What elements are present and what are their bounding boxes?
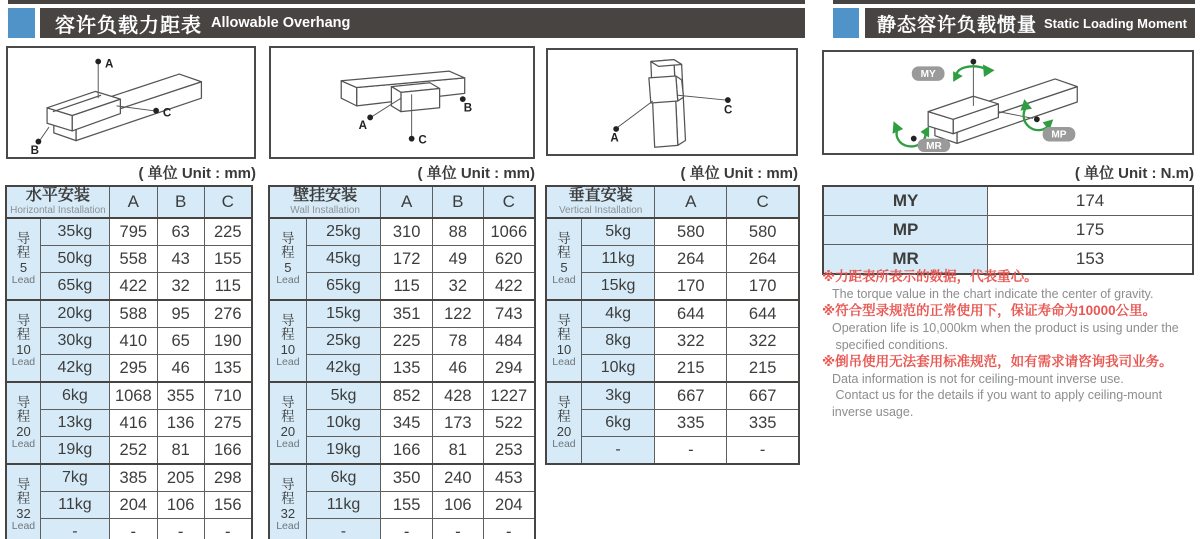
value-cell: 155 bbox=[204, 246, 252, 273]
lead-label-zh: 导 程 bbox=[16, 394, 31, 425]
table-title-zh: 水平安装 bbox=[25, 187, 90, 205]
note-text-zh: ※力距表所表示的数据，代表重心。 bbox=[822, 269, 1038, 284]
lead-label-zh: 导 程 bbox=[557, 312, 571, 343]
value-cell: 190 bbox=[204, 328, 252, 355]
note-text-en: The torque value in the chart indicate the center of gravity. bbox=[832, 286, 1154, 301]
value-cell: 345 bbox=[381, 410, 433, 437]
unit-caption-mm-1: ( 单位 Unit : mm) bbox=[138, 165, 256, 182]
moment-label: MR bbox=[823, 245, 988, 275]
value-cell: 166 bbox=[204, 437, 252, 465]
lead-value: 32 bbox=[16, 505, 31, 521]
load-cell: 6kg bbox=[40, 382, 109, 410]
value-cell: 335 bbox=[727, 410, 799, 437]
value-cell: 122 bbox=[433, 300, 484, 328]
lead-group-cell bbox=[6, 464, 40, 539]
lead-value: 20 bbox=[16, 423, 31, 439]
actuator-isometric-wall-icon bbox=[271, 48, 533, 157]
table-row bbox=[6, 355, 252, 383]
note-text-zh: ※符合型录规范的正常使用下，保证寿命为10000公里。 bbox=[822, 303, 1157, 319]
overhang-header-bar bbox=[40, 8, 805, 38]
note-text-en: Data information is not for ceiling-mount inverse use. bbox=[832, 371, 1124, 386]
load-cell: 11kg bbox=[40, 492, 109, 519]
lead-value: 5 bbox=[560, 259, 568, 275]
lead-label-zh: 导 程 bbox=[557, 230, 571, 261]
value-cell: 88 bbox=[433, 218, 484, 246]
value-cell: 95 bbox=[157, 300, 204, 328]
lead-label-en: Lead bbox=[276, 273, 300, 286]
value-cell: 795 bbox=[109, 218, 157, 246]
load-cell: 5kg bbox=[581, 218, 654, 246]
load-cell: 8kg bbox=[581, 328, 654, 355]
value-cell: 335 bbox=[655, 410, 727, 437]
moment-label: MP bbox=[823, 216, 988, 245]
lead-group-cell bbox=[546, 300, 581, 382]
value-cell: 350 bbox=[381, 464, 433, 492]
table-row bbox=[269, 300, 535, 328]
wall-installation-diagram bbox=[269, 46, 535, 159]
point-a-label: A bbox=[358, 120, 367, 133]
value-cell: 32 bbox=[157, 273, 204, 301]
value-cell: 106 bbox=[157, 492, 204, 519]
table-row bbox=[6, 437, 252, 465]
lead-label-en: Lead bbox=[276, 355, 300, 368]
horizontal-installation-diagram bbox=[6, 46, 256, 159]
load-cell: 19kg bbox=[306, 437, 380, 465]
moment-header-bar bbox=[865, 8, 1195, 38]
load-cell: 20kg bbox=[40, 300, 109, 328]
lead-label-en: Lead bbox=[552, 355, 576, 368]
value-cell: 155 bbox=[381, 492, 433, 519]
value-cell: 276 bbox=[204, 300, 252, 328]
value-cell: 522 bbox=[483, 410, 535, 437]
value-cell: 310 bbox=[381, 218, 433, 246]
value-cell: 852 bbox=[381, 382, 433, 410]
table-row bbox=[6, 410, 252, 437]
value-cell: - bbox=[655, 437, 727, 465]
lead-label-zh: 导 程 bbox=[281, 230, 295, 261]
value-cell: 743 bbox=[483, 300, 535, 328]
table-row bbox=[6, 300, 252, 328]
load-cell: 6kg bbox=[581, 410, 654, 437]
lead-group-cell bbox=[269, 464, 306, 539]
table-row bbox=[6, 492, 252, 519]
value-cell: 710 bbox=[204, 382, 252, 410]
note-text-en: Operation life is 10,000km when the product is using under the bbox=[832, 321, 1179, 336]
value-cell: 275 bbox=[204, 410, 252, 437]
note-text-zh: ※倒吊使用无法套用标准规范，如有需求请咨询我司业务。 bbox=[822, 354, 1173, 370]
table-title-en: Horizontal Installation bbox=[10, 204, 106, 216]
value-cell: 644 bbox=[727, 300, 799, 328]
unit-caption-mm-3: ( 单位 Unit : mm) bbox=[680, 165, 798, 182]
lead-value: 20 bbox=[280, 423, 296, 439]
lead-label-en: Lead bbox=[11, 273, 36, 286]
load-cell: 13kg bbox=[40, 410, 109, 437]
column-header-b: B bbox=[433, 186, 484, 218]
value-cell: 136 bbox=[157, 410, 204, 437]
load-cell: 15kg bbox=[306, 300, 380, 328]
note-text-en: specified conditions. bbox=[832, 337, 949, 352]
value-cell: - bbox=[381, 519, 433, 539]
load-cell: 11kg bbox=[581, 246, 654, 273]
blue-accent-square bbox=[8, 8, 35, 38]
column-header-b: B bbox=[157, 186, 204, 218]
value-cell: 322 bbox=[655, 328, 727, 355]
value-cell: 215 bbox=[727, 355, 799, 383]
table-row bbox=[546, 382, 799, 410]
value-cell: 416 bbox=[109, 410, 157, 437]
value-cell: 428 bbox=[433, 382, 484, 410]
my-axis-badge: MY bbox=[920, 69, 936, 81]
table-row bbox=[546, 410, 799, 437]
value-cell: 1066 bbox=[483, 218, 535, 246]
table-row bbox=[6, 328, 252, 355]
value-cell: 204 bbox=[483, 492, 535, 519]
column-header-c: C bbox=[204, 186, 252, 218]
value-cell: 588 bbox=[109, 300, 157, 328]
table-row bbox=[6, 273, 252, 301]
load-cell: 4kg bbox=[581, 300, 654, 328]
load-cell: 10kg bbox=[306, 410, 380, 437]
wall-installation-table bbox=[268, 185, 536, 539]
table-title-zh: 壁挂安装 bbox=[293, 187, 358, 205]
value-cell: 225 bbox=[381, 328, 433, 355]
value-cell: 294 bbox=[483, 355, 535, 383]
table-title-en: Wall Installation bbox=[290, 204, 360, 216]
lead-value: 10 bbox=[280, 341, 296, 357]
point-c-label: C bbox=[724, 104, 733, 117]
value-cell: 644 bbox=[655, 300, 727, 328]
vertical-installation-diagram bbox=[546, 48, 798, 156]
lead-group-cell bbox=[6, 382, 40, 464]
static-moment-diagram bbox=[822, 50, 1194, 155]
lead-value: 10 bbox=[556, 341, 572, 357]
value-cell: 78 bbox=[433, 328, 484, 355]
moment-value: 153 bbox=[988, 245, 1193, 275]
lead-label-en: Lead bbox=[552, 273, 576, 286]
table-row bbox=[546, 437, 799, 465]
mr-axis-badge: MR bbox=[926, 141, 942, 153]
lead-group-cell bbox=[269, 218, 306, 300]
table-row bbox=[546, 355, 799, 383]
value-cell: 225 bbox=[204, 218, 252, 246]
value-cell: 49 bbox=[433, 246, 484, 273]
lead-group-cell bbox=[269, 300, 306, 382]
table-row bbox=[269, 437, 535, 465]
moment-title-en: Static Loading Moment bbox=[1044, 15, 1188, 31]
value-cell: 65 bbox=[157, 328, 204, 355]
load-cell: 65kg bbox=[306, 273, 380, 301]
lead-group-cell bbox=[269, 382, 306, 464]
lead-label-zh: 导 程 bbox=[557, 394, 571, 425]
table-row bbox=[269, 328, 535, 355]
value-cell: - bbox=[157, 519, 204, 539]
value-cell: 106 bbox=[433, 492, 484, 519]
load-cell: 65kg bbox=[40, 273, 109, 301]
value-cell: 166 bbox=[381, 437, 433, 465]
moment-title-zh: 静态容许负载惯量 bbox=[877, 14, 1038, 36]
value-cell: 667 bbox=[655, 382, 727, 410]
table-row bbox=[269, 382, 535, 410]
actuator-isometric-vertical-icon bbox=[548, 50, 796, 154]
point-a-label: A bbox=[610, 132, 619, 145]
value-cell: 81 bbox=[433, 437, 484, 465]
load-cell: 35kg bbox=[40, 218, 109, 246]
value-cell: 264 bbox=[655, 246, 727, 273]
load-cell: - bbox=[40, 519, 109, 539]
moment-value: 174 bbox=[988, 186, 1193, 216]
value-cell: 422 bbox=[109, 273, 157, 301]
value-cell: 156 bbox=[204, 492, 252, 519]
value-cell: 252 bbox=[109, 437, 157, 465]
value-cell: 484 bbox=[483, 328, 535, 355]
horizontal-installation-table bbox=[5, 185, 253, 539]
column-header-a: A bbox=[109, 186, 157, 218]
lead-value: 10 bbox=[16, 341, 31, 357]
load-cell: 45kg bbox=[306, 246, 380, 273]
load-cell: - bbox=[581, 437, 654, 465]
value-cell: 115 bbox=[381, 273, 433, 301]
load-cell: 10kg bbox=[581, 355, 654, 383]
footnotes bbox=[822, 268, 1200, 420]
load-cell: 3kg bbox=[581, 382, 654, 410]
table-row bbox=[269, 464, 535, 492]
moment-label: MY bbox=[823, 186, 988, 216]
value-cell: 240 bbox=[433, 464, 484, 492]
moment-row-my bbox=[823, 186, 1193, 216]
load-cell: 7kg bbox=[40, 464, 109, 492]
load-cell: 30kg bbox=[40, 328, 109, 355]
load-cell: 5kg bbox=[306, 382, 380, 410]
value-cell: - bbox=[433, 519, 484, 539]
value-cell: 1227 bbox=[483, 382, 535, 410]
value-cell: - bbox=[109, 519, 157, 539]
lead-label-zh: 导 程 bbox=[281, 312, 295, 343]
load-cell: 25kg bbox=[306, 218, 380, 246]
lead-value: 5 bbox=[284, 259, 292, 275]
column-header-a: A bbox=[381, 186, 433, 218]
value-cell: 453 bbox=[483, 464, 535, 492]
lead-group-cell bbox=[546, 218, 581, 300]
table-row bbox=[269, 492, 535, 519]
value-cell: 295 bbox=[109, 355, 157, 383]
value-cell: 32 bbox=[433, 273, 484, 301]
value-cell: 135 bbox=[381, 355, 433, 383]
value-cell: 135 bbox=[204, 355, 252, 383]
load-cell: 50kg bbox=[40, 246, 109, 273]
column-header-c: C bbox=[483, 186, 535, 218]
moment-row-mp bbox=[823, 216, 1193, 245]
load-cell: 11kg bbox=[306, 492, 380, 519]
lead-label-en: Lead bbox=[11, 355, 36, 368]
lead-label-zh: 导 程 bbox=[16, 476, 31, 507]
load-cell: 6kg bbox=[306, 464, 380, 492]
value-cell: 46 bbox=[433, 355, 484, 383]
value-cell: 351 bbox=[381, 300, 433, 328]
value-cell: 205 bbox=[157, 464, 204, 492]
value-cell: 43 bbox=[157, 246, 204, 273]
point-c-label: C bbox=[162, 107, 172, 120]
table-title-cell bbox=[546, 186, 655, 218]
value-cell: 385 bbox=[109, 464, 157, 492]
load-cell: 15kg bbox=[581, 273, 654, 301]
value-cell: - bbox=[204, 519, 252, 539]
value-cell: 410 bbox=[109, 328, 157, 355]
column-header-a: A bbox=[655, 186, 727, 218]
lead-value: 5 bbox=[19, 259, 28, 275]
value-cell: 298 bbox=[204, 464, 252, 492]
overhang-title-zh: 容许负载力距表 bbox=[55, 14, 202, 37]
header-topline bbox=[833, 0, 1195, 4]
overhang-section-header bbox=[0, 0, 805, 40]
lead-label-zh: 导 程 bbox=[281, 394, 295, 425]
point-b-label: B bbox=[30, 145, 40, 157]
note-text-en: inverse usage. bbox=[832, 404, 914, 419]
overhang-title-en: Allowable Overhang bbox=[211, 15, 351, 31]
table-title-en: Vertical Installation bbox=[558, 204, 643, 216]
lead-group-cell bbox=[546, 382, 581, 464]
moment-value: 175 bbox=[988, 216, 1193, 245]
point-a-label: A bbox=[104, 58, 114, 71]
column-header-c: C bbox=[727, 186, 799, 218]
value-cell: 580 bbox=[727, 218, 799, 246]
actuator-isometric-horizontal-icon bbox=[8, 48, 254, 157]
value-cell: 81 bbox=[157, 437, 204, 465]
value-cell: 264 bbox=[727, 246, 799, 273]
table-row bbox=[546, 246, 799, 273]
lead-label-en: Lead bbox=[276, 519, 300, 532]
value-cell: - bbox=[483, 519, 535, 539]
load-cell: 25kg bbox=[306, 328, 380, 355]
value-cell: 173 bbox=[433, 410, 484, 437]
value-cell: 620 bbox=[483, 246, 535, 273]
value-cell: 355 bbox=[157, 382, 204, 410]
lead-label-en: Lead bbox=[11, 519, 36, 532]
lead-label-zh: 导 程 bbox=[16, 312, 31, 343]
value-cell: 115 bbox=[204, 273, 252, 301]
value-cell: 170 bbox=[727, 273, 799, 301]
lead-value: 20 bbox=[556, 423, 572, 439]
note-text-en: Contact us for the details if you want to apply ceiling-mount bbox=[832, 388, 1163, 403]
value-cell: 204 bbox=[109, 492, 157, 519]
mp-axis-badge: MP bbox=[1051, 129, 1067, 141]
table-row bbox=[546, 218, 799, 246]
value-cell: 322 bbox=[727, 328, 799, 355]
table-row bbox=[6, 464, 252, 492]
blue-accent-square bbox=[833, 8, 859, 38]
load-cell: 42kg bbox=[40, 355, 109, 383]
table-row bbox=[269, 246, 535, 273]
header-topline bbox=[8, 0, 805, 4]
table-title-zh: 垂直安装 bbox=[568, 187, 633, 205]
lead-label-en: Lead bbox=[552, 437, 576, 450]
table-title-cell bbox=[269, 186, 381, 218]
value-cell: - bbox=[727, 437, 799, 465]
table-row bbox=[6, 218, 252, 246]
table-row bbox=[269, 273, 535, 301]
lead-label-en: Lead bbox=[11, 437, 36, 450]
value-cell: 63 bbox=[157, 218, 204, 246]
actuator-moment-axes-icon bbox=[824, 52, 1192, 153]
load-cell: 19kg bbox=[40, 437, 109, 465]
value-cell: 172 bbox=[381, 246, 433, 273]
point-c-label: C bbox=[418, 134, 427, 147]
value-cell: 667 bbox=[727, 382, 799, 410]
value-cell: 1068 bbox=[109, 382, 157, 410]
table-title-cell bbox=[6, 186, 109, 218]
lead-label-zh: 导 程 bbox=[281, 476, 295, 507]
value-cell: 253 bbox=[483, 437, 535, 465]
lead-group-cell bbox=[6, 300, 40, 382]
vertical-installation-table bbox=[545, 185, 800, 465]
table-row bbox=[546, 273, 799, 301]
table-row bbox=[269, 519, 535, 539]
value-cell: 170 bbox=[655, 273, 727, 301]
table-row bbox=[6, 519, 252, 539]
lead-label-en: Lead bbox=[276, 437, 300, 450]
table-row bbox=[546, 300, 799, 328]
value-cell: 215 bbox=[655, 355, 727, 383]
lead-label-zh: 导 程 bbox=[16, 230, 31, 261]
table-row bbox=[269, 218, 535, 246]
unit-caption-mm-2: ( 单位 Unit : mm) bbox=[417, 165, 535, 182]
table-row bbox=[6, 246, 252, 273]
static-moment-table bbox=[822, 185, 1194, 275]
value-cell: 422 bbox=[483, 273, 535, 301]
table-row bbox=[6, 382, 252, 410]
point-b-label: B bbox=[463, 102, 473, 115]
value-cell: 46 bbox=[157, 355, 204, 383]
table-row bbox=[546, 328, 799, 355]
table-row bbox=[269, 355, 535, 383]
lead-group-cell bbox=[6, 218, 40, 300]
lead-value: 32 bbox=[280, 505, 296, 521]
moment-section-header bbox=[833, 0, 1200, 40]
load-cell: - bbox=[306, 519, 380, 539]
value-cell: 558 bbox=[109, 246, 157, 273]
unit-caption-nm: ( 单位 Unit : N.m) bbox=[1074, 165, 1194, 182]
load-cell: 42kg bbox=[306, 355, 380, 383]
table-row bbox=[269, 410, 535, 437]
value-cell: 580 bbox=[655, 218, 727, 246]
